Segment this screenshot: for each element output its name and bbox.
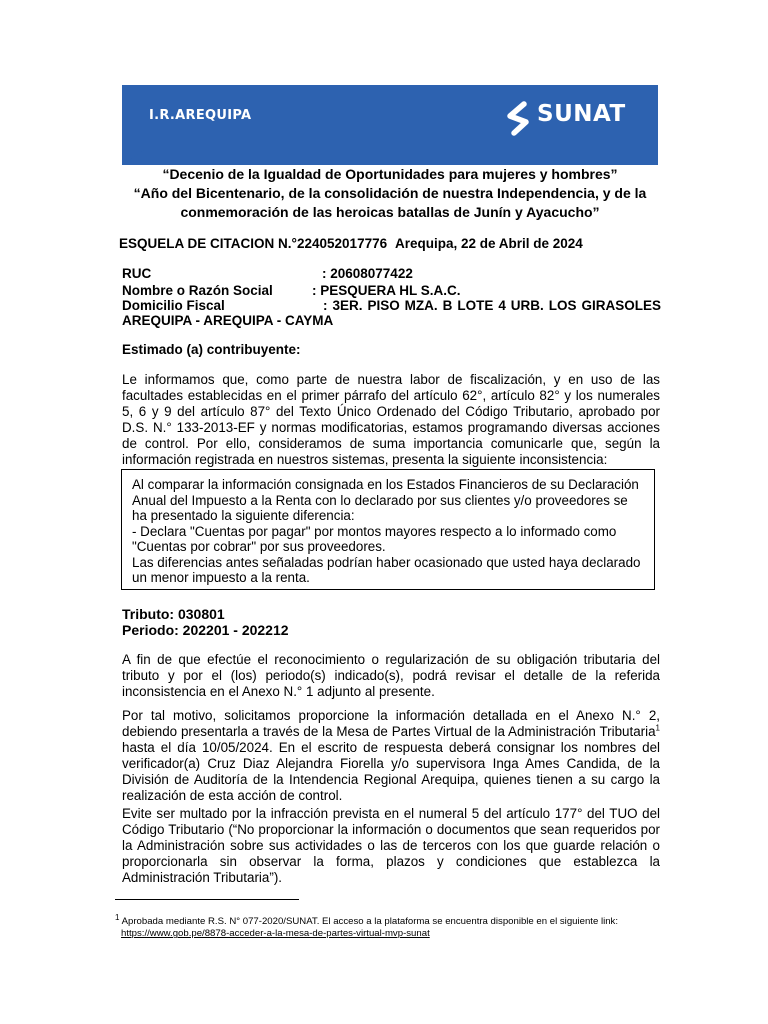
ruc-value: : 20608077422 xyxy=(322,266,413,281)
office-name: I.R.AREQUIPA xyxy=(149,108,252,123)
citation-place-date: Arequipa, 22 de Abril de 2024 xyxy=(395,236,583,251)
box-line-3: Las diferencias antes señaladas podrían haber ocasionado que usted haya declarado un menor impuesto a la renta. xyxy=(132,554,641,585)
name-label: Nombre o Razón Social xyxy=(122,283,273,298)
name-value: : PESQUERA HL S.A.C. xyxy=(312,283,461,298)
address-label: Domicilio Fiscal xyxy=(122,298,225,313)
motto-line-1: “Decenio de la Igualdad de Oportunidades para mujeres y hombres” xyxy=(162,166,618,182)
tributo-code: Tributo: 030801 xyxy=(122,606,225,622)
intro-paragraph: Le informamos que, como parte de nuestra labor de fiscalización, y en uso de las facultades establecidas en el primer párrafo del artículo 62°, artículo 82° y los numerales 5, 6 y 9 del artículo 87° del Texto Único Ordenado del Código Tributario, aprobado por D.S. N.° 133-2013-EF y normas modificatorias, estamos programando diversas acciones de control. Por ello, consideramos de suma importancia comunicarle que, según la información registrada en nuestros sistemas, presenta la siguiente inconsistencia: xyxy=(122,372,660,468)
footnote xyxy=(115,912,675,940)
citation-label: ESQUELA DE CITACION N.° xyxy=(119,236,297,251)
box-line-1: Al comparar la información consignada en los Estados Financieros de su Declaración Anual del Impuesto a la Renta con lo declarado por sus clientes y/o proveedores se ha presentado la siguiente diferencia: xyxy=(132,477,639,523)
paragraph-request-part-2: hasta el día 10/05/2024. En el escrito de respuesta deberá consignar los nombres del verificador(a) Cruz Diaz Alejandra Fiorella y/o supervisora Inga Ames Candida, de la División de Auditoría de la Intendencia Regional Arequipa, quienes tienen a su cargo la realización de esta acción de control. xyxy=(122,740,660,804)
paragraph-request-part-1: Por tal motivo, solicitamos proporcione la información detallada en el Anexo N.° 2, debiendo presentarla a través de la Mesa de Partes Virtual de la Administración Tributaria xyxy=(122,708,660,740)
footnote-divider xyxy=(115,899,299,900)
footnote-mark: 1 xyxy=(115,913,120,922)
motto-line-3: conmemoración de las heroicas batallas de Junín y Ayacucho” xyxy=(180,204,600,220)
sunat-logo-text: SUNAT xyxy=(537,101,626,127)
greeting: Estimado (a) contribuyente: xyxy=(122,342,301,357)
paragraph-penalty-warning: Evite ser multado por la infracción prevista en el numeral 5 del artículo 177° del TUO del Código Tributario (“No proporcionar la información o documentos que sean requeridos por la Administración sobre sus actividades o las de terceros con los que guarde relación o proporcionarla sin observar la forma, plazos y condiciones que establezca la Administración Tributaria”). xyxy=(122,806,660,886)
mesa-de-partes-link[interactable]: https://www.gob.pe/8878-acceder-a-la-mesa-de-partes-virtual-mvp-sunat xyxy=(121,928,430,940)
ruc-label: RUC xyxy=(122,266,152,281)
motto-line-2: “Año del Bicentenario, de la consolidación de nuestra Independencia, y de la xyxy=(133,185,647,201)
periodo-range: Periodo: 202201 - 202212 xyxy=(122,622,289,638)
citation-number: 224052017776 xyxy=(297,236,388,251)
box-line-2: - Declara "Cuentas por pagar" por montos mayores respecto a lo informado como "Cuentas por cobrar" por sus proveedores. xyxy=(132,523,617,554)
footnote-ref: 1 xyxy=(655,723,660,733)
address-continuation: AREQUIPA - AREQUIPA - CAYMA xyxy=(122,313,334,328)
paragraph-review: A fin de que efectúe el reconocimiento o regularización de su obligación tributaria del tributo y por el (los) periodo(s) indicado(s), podrá revisar el detalle de la referida inconsistencia en el Anexo N.° 1 adjunto al presente. xyxy=(122,652,660,700)
inconsistency-box xyxy=(121,469,655,590)
paragraph-request xyxy=(122,708,660,805)
footnote-text: Aprobada mediante R.S. N° 077-2020/SUNAT. El acceso a la plataforma se encuentra disponible en el siguiente link: xyxy=(121,916,619,928)
address-value: : 3ER. PISO MZA. B LOTE 4 URB. LOS GIRASOLES xyxy=(323,298,661,313)
banner-notch xyxy=(122,150,144,165)
